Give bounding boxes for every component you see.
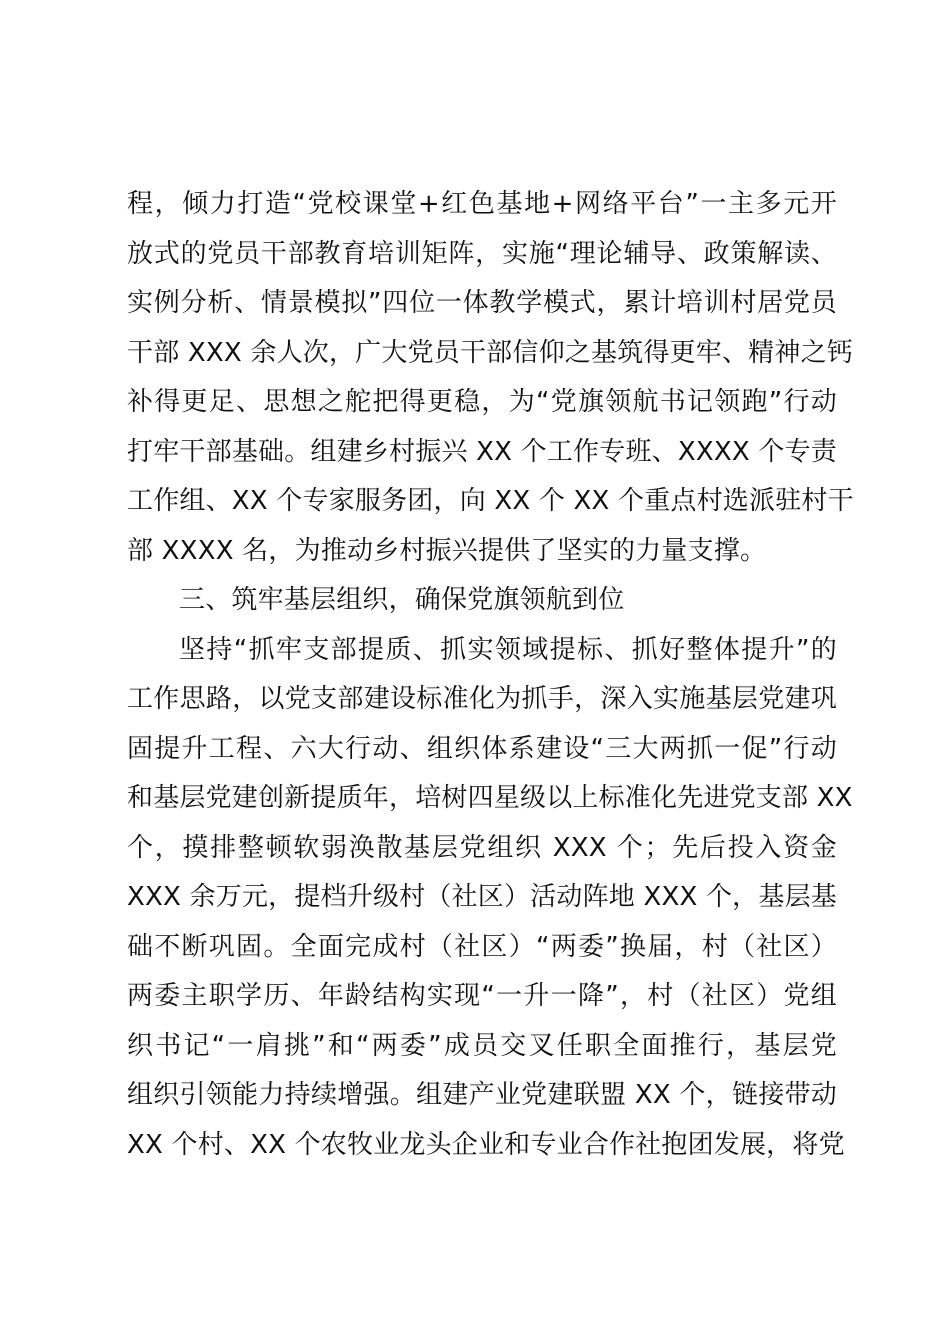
text-line: 补得更足、思想之舵把得更稳，为“党旗领航书记领跑”行动	[127, 387, 837, 417]
text-line: 放式的党员干部教育培训矩阵，实施“理论辅导、政策解读、	[127, 238, 837, 269]
text-line: 部 XXXX 名，为推动乡村振兴提供了坚实的力量支撑。	[127, 535, 767, 566]
text-line: XXX 余万元，提档升级村（社区）活动阵地 XXX 个，基层基	[127, 882, 837, 912]
text-line: 个，摸排整顿软弱涣散基层党组织 XXX 个；先后投入资金	[127, 832, 837, 863]
text-line: 和基层党建创新提质年，培树四星级以上标准化先进党支部 XX	[127, 783, 853, 813]
text-line: 织书记“一肩挑”和“两委”成员交叉任职全面推行，基层党	[127, 1030, 837, 1061]
text-line: XX 个村、XX 个农牧业龙头企业和专业合作社抱团发展，将党	[127, 1129, 845, 1160]
text-line: 打牢干部基础。组建乡村振兴 XX 个工作专班、XXXX 个专责	[127, 436, 837, 467]
text-line: 固提升工程、六大行动、组织体系建设“三大两抓一促”行动	[127, 733, 837, 764]
text-line: 干部 XXX 余人次，广大党员干部信仰之基筑得更牢、精神之钙	[127, 337, 853, 368]
text-line: 两委主职学历、年龄结构实现“一升一降”，村（社区）党组	[127, 981, 837, 1011]
text-line: 程，倾力打造“党校课堂+红色基地+网络平台”一主多元开	[127, 189, 837, 219]
section-heading: 三、筑牢基层组织，确保党旗领航到位	[179, 585, 625, 615]
text-line: 实例分析、情景模拟”四位一体教学模式，累计培训村居党员	[127, 288, 837, 318]
text-line: 工作思路，以党支部建设标准化为抓手，深入实施基层党建巩	[127, 684, 837, 714]
text-line: 坚持“抓牢支部提质、抓实领域提标、抓好整体提升”的	[179, 634, 837, 665]
body-text	[127, 180, 854, 1170]
text-line: 组织引领能力持续增强。组建产业党建联盟 XX 个，链接带动	[127, 1080, 837, 1110]
text-line: 工作组、XX 个专家服务团，向 XX 个 XX 个重点村选派驻村干	[127, 486, 854, 516]
text-line: 础不断巩固。全面完成村（社区）“两委”换届，村（社区）	[127, 931, 837, 962]
